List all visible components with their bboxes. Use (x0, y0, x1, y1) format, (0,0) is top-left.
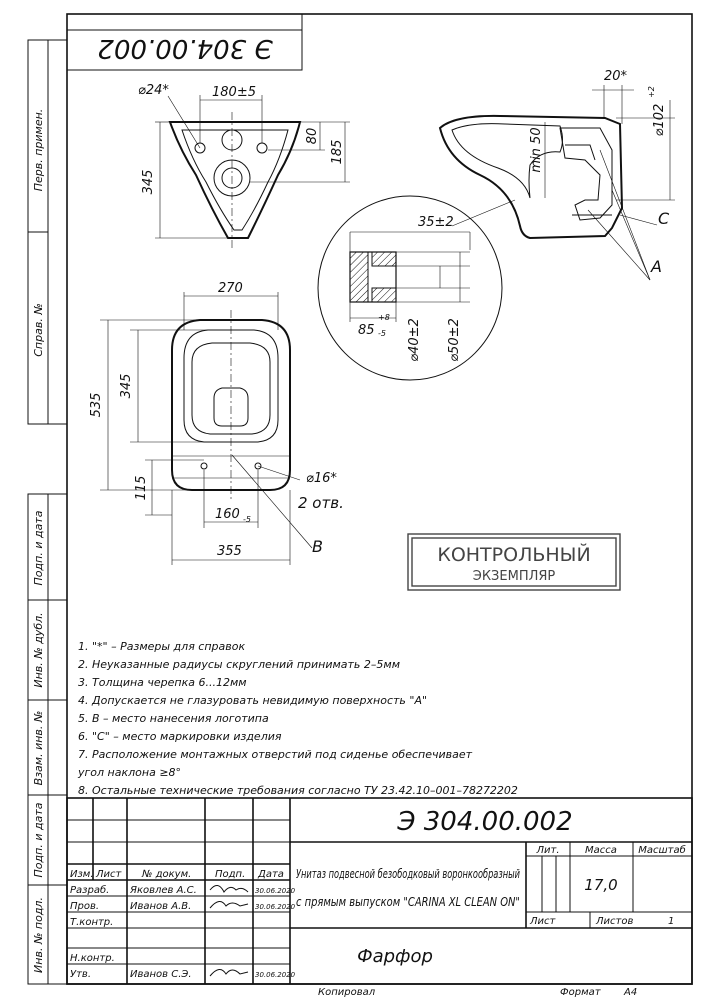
dim-d535: 535 (89, 392, 104, 418)
dim-d80: 80 (305, 127, 320, 145)
note-7: 7. Расположение монтажных отверстий под сиденье обеспечивает (78, 748, 473, 761)
dim-d85-tol-up: +8 (378, 313, 390, 322)
tb-listov-label: Листов (596, 916, 634, 927)
dim-d345-plan: 345 (119, 373, 134, 399)
dim-d85-tol-dn: -5 (378, 329, 386, 338)
tb-massa-label: Масса (585, 845, 617, 856)
tb-name-utv: Иванов С.Э. (130, 969, 192, 980)
margin-label-perv-primen: Перв. примен. (32, 108, 45, 192)
dim-d50: ⌀50±2 (447, 318, 462, 362)
tb-role-utv: Утв. (70, 969, 91, 980)
callout-a: A (651, 257, 662, 276)
doc-number: Э 304.00.002 (397, 807, 573, 837)
dim-d16: ⌀16* (306, 471, 337, 486)
top-number-text: Э 304.00.002 (97, 33, 273, 63)
dim-d160-tol: -5 (243, 515, 251, 524)
tb-title-line1: Унитаз подвесной безободковый воронкообразный (296, 867, 521, 881)
drawing-frame (67, 14, 692, 984)
tb-format-label: Формат (560, 987, 601, 998)
plan-view (100, 292, 312, 565)
callout-c: C (658, 209, 670, 228)
tb-name-razrab: Яковлев А.С. (130, 885, 197, 896)
note-6: 6. "С" – место маркировки изделия (78, 730, 282, 743)
margin-label-sprav-no: Справ. № (32, 303, 45, 357)
technical-notes (77, 640, 518, 797)
tb-role-prov: Пров. (70, 901, 100, 912)
top-number-box (67, 14, 302, 70)
tb-role-tkontr: Т.контр. (70, 917, 114, 928)
note-1: 1. "*" – Размеры для справок (78, 640, 246, 653)
tb-material: Фарфор (357, 946, 433, 967)
dim-d102: ⌀102 (652, 103, 667, 137)
dim-d185: 185 (330, 139, 345, 165)
dim-d115: 115 (134, 475, 149, 501)
tb-format-value: А4 (624, 987, 638, 998)
dim-d24: ⌀24* (138, 83, 169, 98)
tb-title-line2: с прямым выпуском "CARINA XL CLEAN ON" (296, 895, 520, 909)
note-4: 4. Допускается не глазуровать невидимую поверхность "А" (78, 694, 428, 707)
margin-label-podp-data-2: Подп. и дата (32, 802, 45, 878)
dim-d180: 180±5 (212, 85, 256, 100)
tb-role-nkontr: Н.контр. (70, 953, 115, 964)
tb-date-utv: 30.06.2020 (255, 971, 296, 979)
tb-name-prov: Иванов А.В. (130, 901, 192, 912)
tb-header-podp: Подп. (215, 869, 246, 880)
dim-min50: min 50 (529, 127, 544, 173)
stamp-line1: КОНТРОЛЬНЫЙ (437, 544, 591, 566)
note-2: 2. Неуказанные радиусы скруглений принимать 2–5мм (78, 658, 400, 671)
margin-label-vzam-inv: Взам. инв. № (32, 710, 45, 786)
top-view (155, 95, 350, 248)
tb-header-dokum: № докум. (142, 869, 192, 880)
note-5: 5. В – место нанесения логотипа (78, 712, 269, 725)
tb-header-list: Лист (96, 869, 122, 880)
tb-lit-label: Лит. (536, 845, 560, 856)
signature-prov (210, 901, 248, 908)
tb-list-label: Лист (530, 916, 556, 927)
dim-d270: 270 (218, 281, 243, 296)
note-7-cont: угол наклона ≥8° (78, 766, 182, 779)
tb-header-data: Дата (258, 869, 284, 880)
dim-d102-tol: +2 (647, 86, 656, 98)
dim-d85: 85 (358, 323, 375, 338)
signature-utv (210, 969, 248, 976)
stamp-line2: ЭКЗЕМПЛЯР (472, 569, 556, 584)
control-copy-stamp (408, 534, 620, 590)
tb-mass-value: 17,0 (584, 876, 618, 894)
tb-listov-value: 1 (668, 916, 675, 927)
margin-label-podp-data-1: Подп. и дата (32, 510, 45, 586)
dim-d160: 160 (215, 507, 240, 522)
margin-label-inv-podl: Инв. № подл. (32, 897, 45, 973)
note-8: 8. Остальные технические требования согласно ТУ 23.42.10–001–78272202 (78, 784, 518, 797)
dim-otv: 2 отв. (298, 494, 344, 512)
tb-role-razrab: Разраб. (70, 885, 110, 896)
tb-masshtab-label: Масштаб (638, 845, 686, 856)
dim-d355: 355 (217, 544, 242, 559)
signature-razrab (210, 885, 248, 892)
dim-d345-top: 345 (141, 169, 156, 195)
tb-date-razrab: 30.06.2020 (255, 887, 296, 895)
side-view (440, 85, 675, 280)
tb-date-prov: 30.06.2020 (255, 903, 296, 911)
dim-d20: 20* (604, 69, 628, 84)
callout-b: B (312, 537, 323, 556)
tb-header-izm: Изм. (70, 869, 94, 880)
margin-label-inv-dubl: Инв. № дубл. (32, 612, 45, 688)
dim-d35: 35±2 (418, 215, 454, 230)
tb-kopiroval: Копировал (318, 987, 376, 998)
dim-d40: ⌀40±2 (407, 318, 422, 362)
note-3: 3. Толщина черепка 6...12мм (78, 676, 247, 689)
